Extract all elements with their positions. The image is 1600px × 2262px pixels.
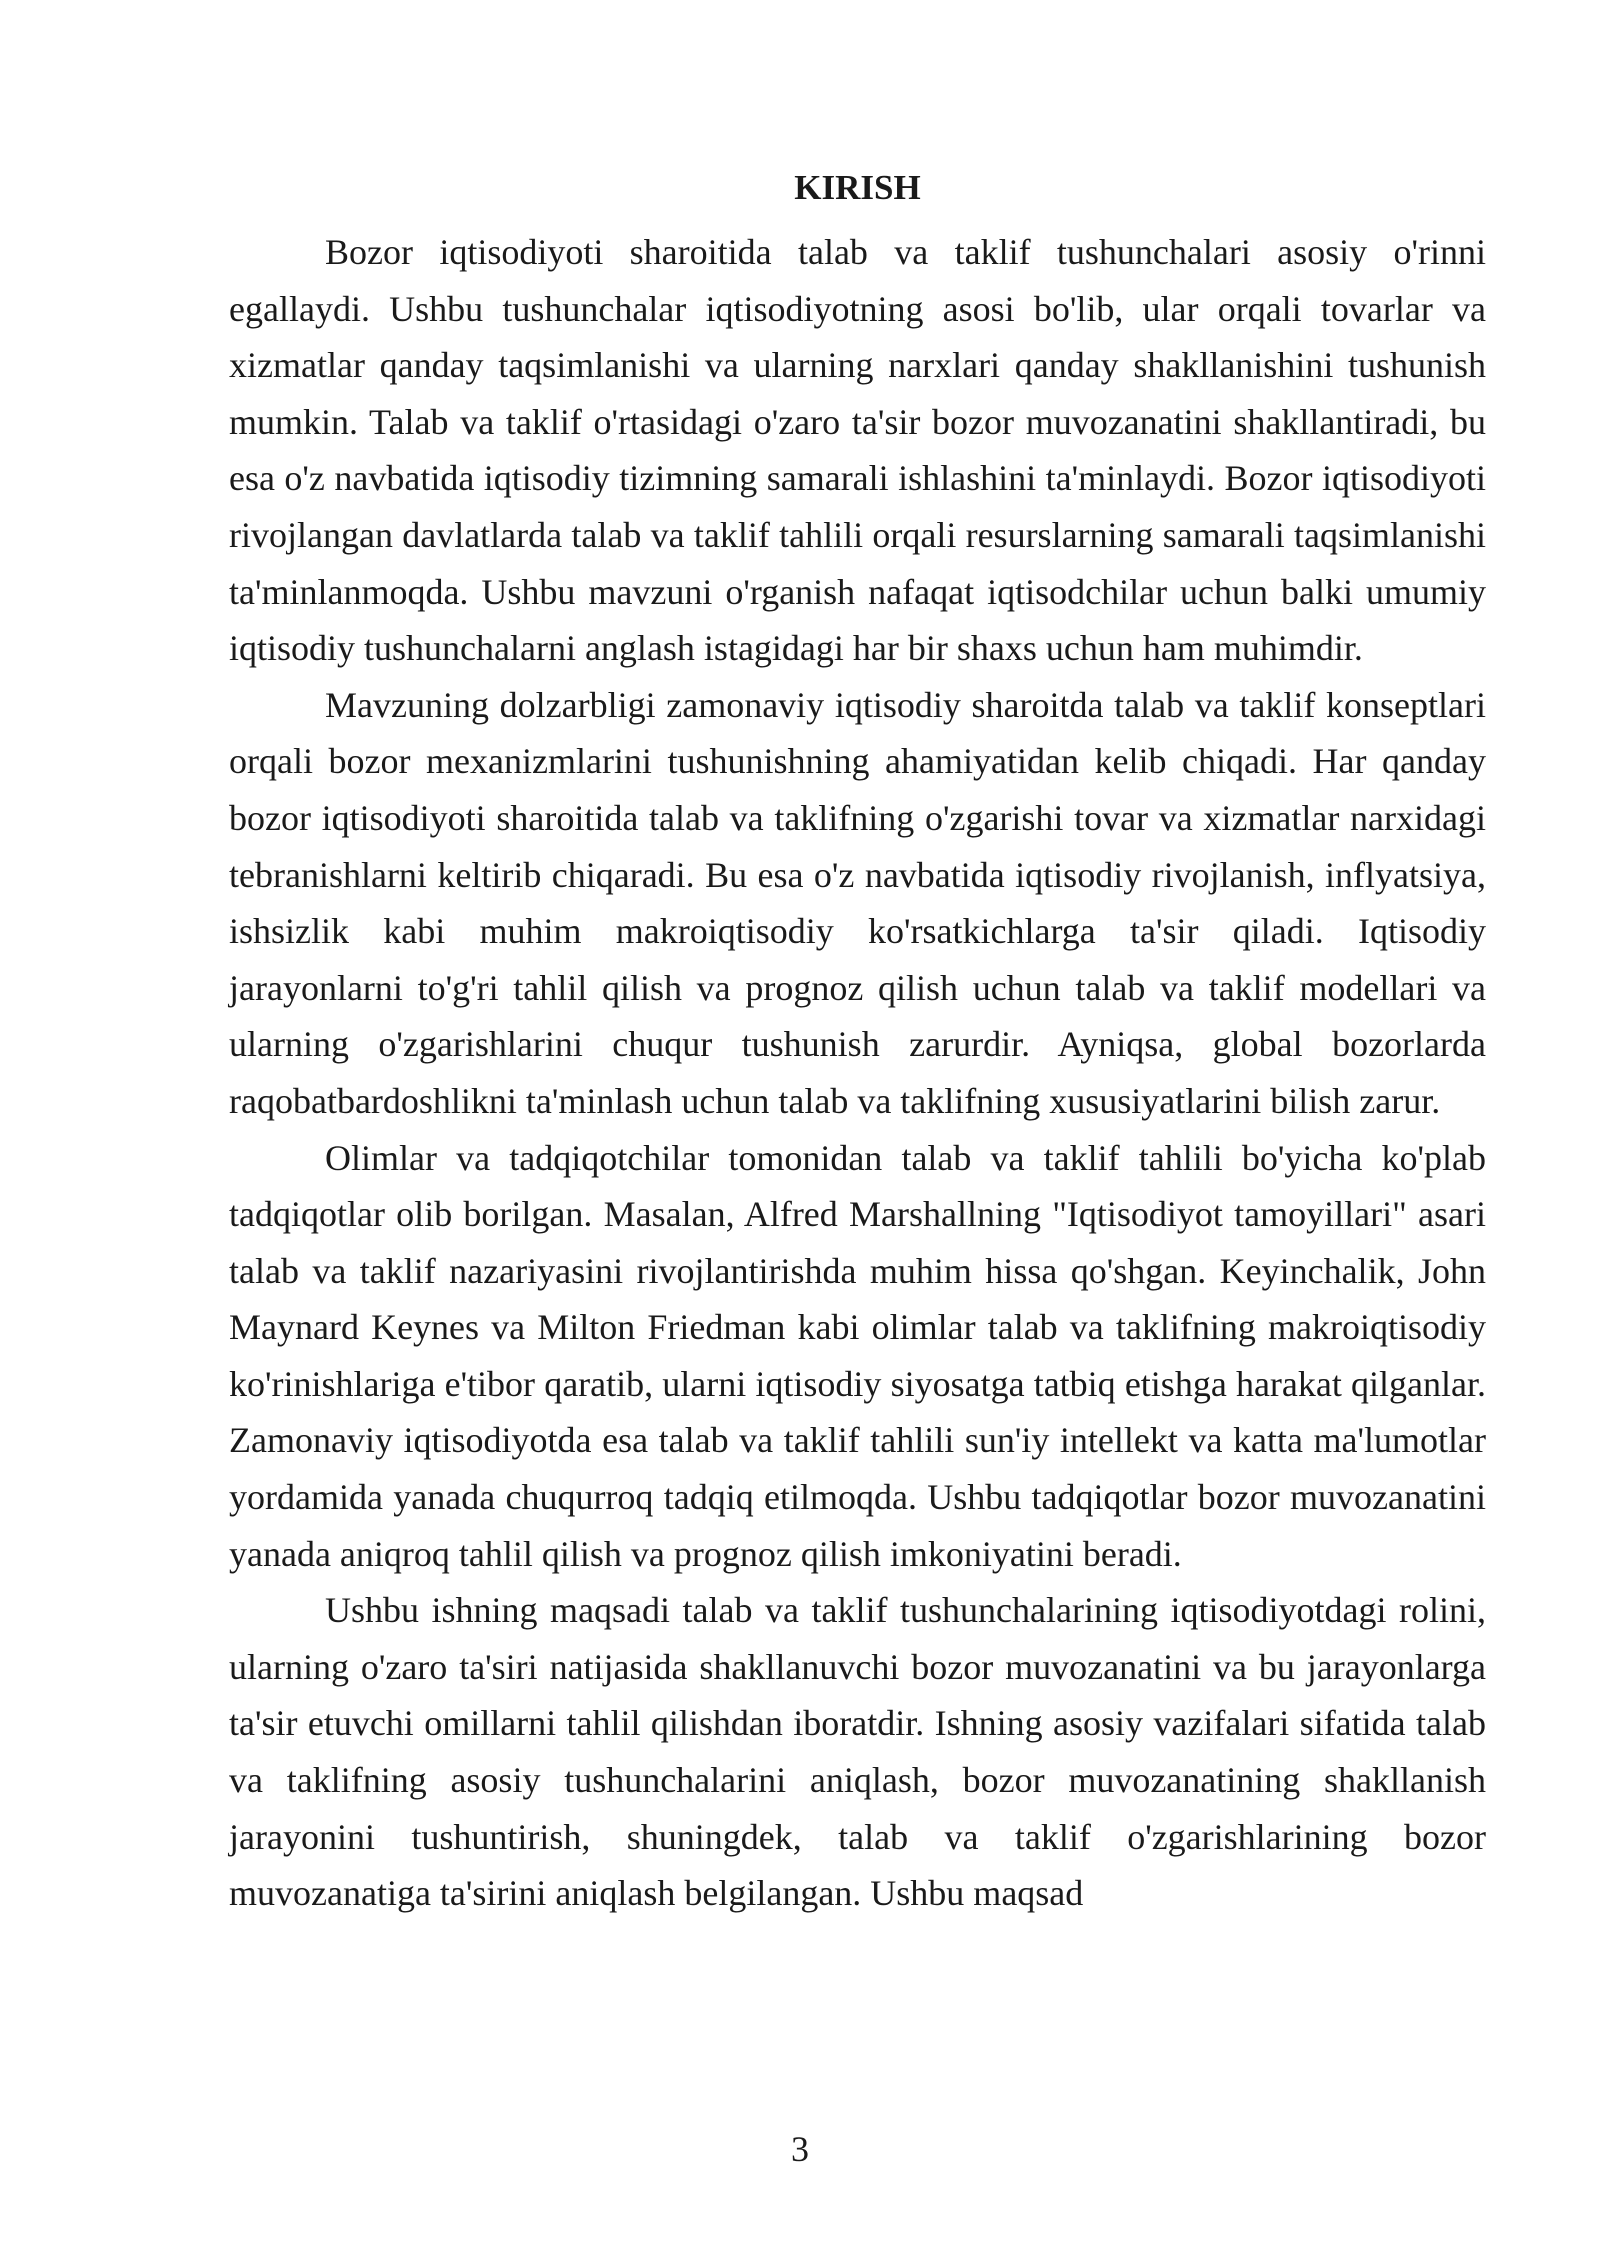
page-body bbox=[229, 160, 1486, 1922]
paragraph-4: Ushbu ishning maqsadi talab va taklif tushunchalarining iqtisodiyotdagi rolini, ularning o'zaro ta'siri natijasida shakllanuvchi bozor muvozanatini va bu jarayonlarga ta'sir etuvchi omillarni tahlil qilishdan iboratdir. Ishning asosiy vazifalari sifatida talab va taklifning asosiy tushunchalarini aniqlash, bozor muvozanatining shakllanish jarayonini tushuntirish, shuningdek, talab va taklif o'zgarishlarining bozor muvozanatiga ta'sirini aniqlash belgilangan. Ushbu maqsad bbox=[229, 1590, 1486, 1914]
page-number: 3 bbox=[791, 2129, 809, 2169]
paragraph-3: Olimlar va tadqiqotchilar tomonidan talab va taklif tahlili bo'yicha ko'plab tadqiqotlar olib borilgan. Masalan, Alfred Marshallning "Iqtisodiyot tamoyillari" asari talab va taklif nazariyasini rivojlantirishda muhim hissa qo'shgan. Keyinchalik, John Maynard Keynes va Milton Friedman kabi olimlar talab va taklifning makroiqtisodiy ko'rinishlariga e'tibor qaratib, ularni iqtisodiy siyosatga tatbiq etishga harakat qilganlar. Zamonaviy iqtisodiyotda esa talab va taklif tahlili sun'iy intellekt va katta ma'lumotlar yordamida yanada chuqurroq tadqiq etilmoqda. Ushbu tadqiqotlar bozor muvozanatini yanada aniqroq tahlil qilish va prognoz qilish imkoniyatini beradi. bbox=[229, 1137, 1486, 1574]
paragraph-1: Bozor iqtisodiyoti sharoitida talab va taklif tushunchalari asosiy o'rinni egallaydi. Ushbu tushunchalar iqtisodiyotning asosi bo'lib, ular orqali tovarlar va xizmatlar qanday taqsimlanishi va ularning narxlari qanday shakllanishini tushunish mumkin. Talab va taklif o'rtasidagi o'zaro ta'sir bozor muvozanatini shakllantiradi, bu esa o'z navbatida iqtisodiy tizimning samarali ishlashini ta'minlaydi. Bozor iqtisodiyoti rivojlangan davlatlarda talab va taklif tahlili orqali resurslarning samarali taqsimlanishi ta'minlanmoqda. Ushbu mavzuni o'rganish nafaqat iqtisodchilar uchun balki umumiy iqtisodiy tushunchalarni anglash istagidagi har bir shaxs uchun ham muhimdir. bbox=[229, 232, 1486, 669]
section-title: KIRISH bbox=[794, 168, 921, 207]
paragraph-2: Mavzuning dolzarbligi zamonaviy iqtisodiy sharoitda talab va taklif konseptlari orqali bozor mexanizmlarini tushunishning ahamiyatidan kelib chiqadi. Har qanday bozor iqtisodiyoti sharoitida talab va taklifning o'zgarishi tovar va xizmatlar narxidagi tebranishlarni keltirib chiqaradi. Bu esa o'z navbatida iqtisodiy rivojlanish, inflyatsiya, ishsizlik kabi muhim makroiqtisodiy ko'rsatkichlarga ta'sir qiladi. Iqtisodiy jarayonlarni to'g'ri tahlil qilish va prognoz qilish uchun talab va taklif modellari va ularning o'zgarishlarini chuqur tushunish zarurdir. Ayniqsa, global bozorlarda raqobatbardoshlikni ta'minlash uchun talab va taklifning xususiyatlarini bilish zarur. bbox=[229, 684, 1486, 1121]
